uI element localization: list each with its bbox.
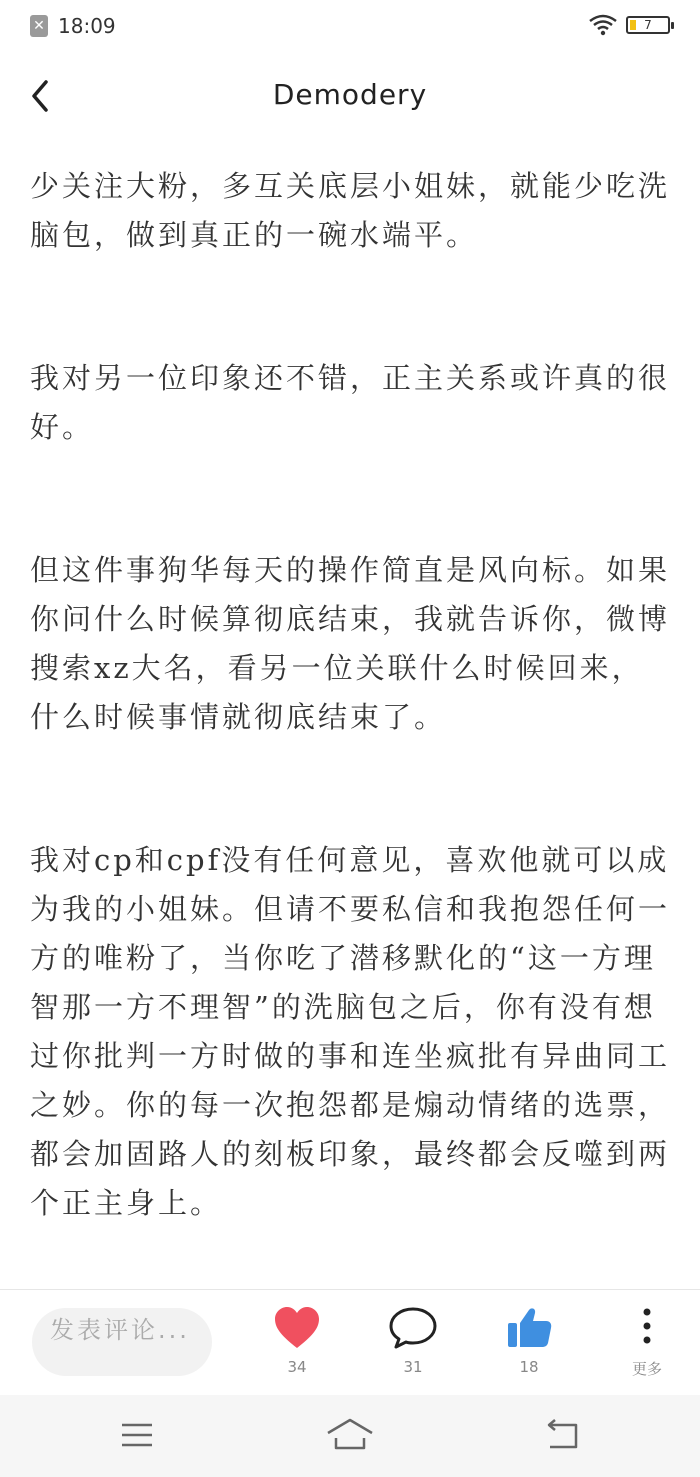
like-count: 34 (287, 1358, 307, 1376)
paragraph-3: 但这件事狗华每天的操作简直是风向标。如果你问什么时候算彻底结束，我就告诉你，微博搜索xz大名，看另一位关联什么时候回来，什么时候事情就彻底结束了。 (30, 553, 671, 734)
nav-back-button[interactable] (538, 1415, 588, 1455)
comment-input[interactable]: 发表评论... (32, 1308, 212, 1376)
status-time: 18:09 (58, 14, 116, 38)
status-left (30, 14, 116, 38)
battery-level: 7 (644, 18, 652, 32)
thumbs-up-button[interactable] (494, 1306, 564, 1376)
paragraph-4: 我对cp和cpf没有任何意见，喜欢他就可以成为我的小姐妹。但请不要私信和我抱怨任何一方的唯粉了，当你吃了潜移默化的“这一方理智那一方不理智”的洗脑包之后，你有没有想过你批判一方时做的事和连坐疯批有异曲同工之妙。你的每一次抱怨都是煽动情绪的选票，都会加固路人的刻板印象，最终都会反噬到两个正主身上。 (30, 843, 671, 1220)
battery-icon (626, 16, 670, 34)
more-button[interactable] (612, 1306, 682, 1379)
battery-fill (630, 20, 636, 30)
menu-icon (112, 1415, 162, 1455)
paragraph-1: 少关注大粉，多互关底层小姐妹，就能少吃洗脑包，做到真正的一碗水端平。 (30, 169, 671, 252)
nav-home-button[interactable] (325, 1415, 375, 1455)
page-title: Demodery (272, 78, 428, 111)
more-label: 更多 (631, 1360, 662, 1378)
thumbs-up-count: 18 (519, 1358, 539, 1376)
back-icon (538, 1415, 588, 1455)
paragraph-2: 我对另一位印象还不错，正主关系或许真的很好。 (30, 361, 671, 444)
action-bar (0, 1289, 700, 1396)
header (0, 60, 700, 136)
comment-button[interactable] (378, 1306, 448, 1376)
comment-count: 31 (403, 1358, 423, 1376)
thumbs-up-icon (505, 1306, 553, 1350)
x-notification-icon: ✕ (30, 15, 48, 37)
navigation-bar (0, 1395, 700, 1477)
heart-icon (273, 1306, 321, 1350)
home-icon (325, 1415, 375, 1455)
more-vertical-icon (623, 1306, 671, 1350)
status-bar (0, 0, 700, 55)
nav-menu-button[interactable] (112, 1415, 162, 1455)
wifi-icon (588, 14, 618, 36)
like-button[interactable] (262, 1306, 332, 1376)
status-right (588, 14, 670, 36)
article-content (30, 162, 670, 1228)
speech-bubble-icon (388, 1306, 438, 1350)
